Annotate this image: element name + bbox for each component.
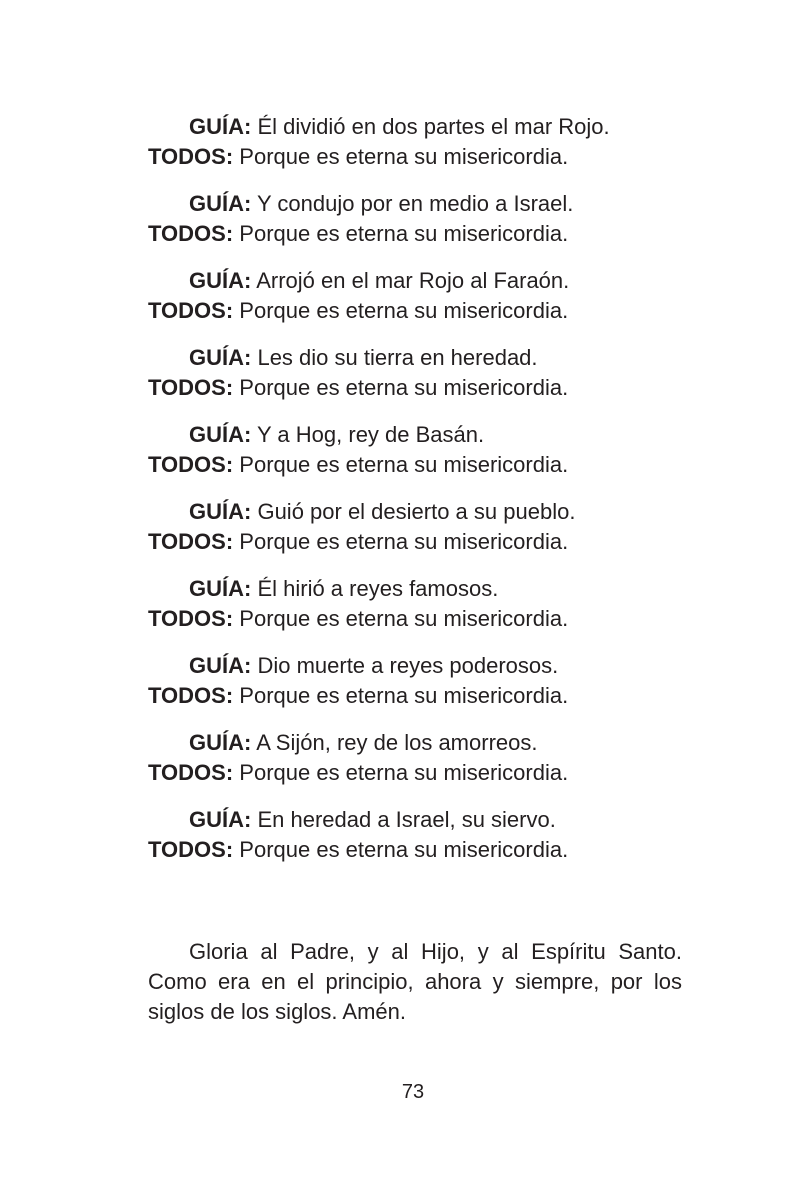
guia-label: GUÍA: [189, 730, 252, 755]
stanza [148, 420, 682, 480]
guia-line [148, 805, 682, 835]
guia-label: GUÍA: [189, 499, 252, 524]
guia-text: Arrojó en el mar Rojo al Faraón. [256, 268, 570, 293]
guia-line [148, 420, 682, 450]
stanza [148, 497, 682, 557]
todos-label: TODOS: [148, 144, 234, 169]
todos-line [148, 604, 682, 634]
todos-text: Porque es eterna su misericordia. [239, 606, 569, 631]
guia-text: Guió por el desierto a su pueblo. [257, 499, 576, 524]
doxology-line-3: siglos de los siglos. Amén. [148, 999, 407, 1024]
responsorial-psalm [148, 112, 682, 882]
todos-text: Porque es eterna su misericordia. [239, 529, 569, 554]
todos-text: Porque es eterna su misericordia. [239, 452, 569, 477]
guia-line [148, 497, 682, 527]
guia-line [148, 728, 682, 758]
todos-text: Porque es eterna su misericordia. [239, 837, 569, 862]
todos-line [148, 681, 682, 711]
guia-label: GUÍA: [189, 268, 252, 293]
page-number: 73 [401, 1081, 425, 1103]
todos-line [148, 219, 682, 249]
todos-line [148, 758, 682, 788]
stanza [148, 189, 682, 249]
guia-text: En heredad a Israel, su siervo. [257, 807, 556, 832]
todos-label: TODOS: [148, 837, 234, 862]
guia-label: GUÍA: [189, 191, 252, 216]
guia-line [148, 266, 682, 296]
todos-label: TODOS: [148, 375, 234, 400]
stanza [148, 728, 682, 788]
stanza [148, 112, 682, 172]
todos-label: TODOS: [148, 606, 234, 631]
guia-line [148, 112, 682, 142]
todos-text: Porque es eterna su misericordia. [239, 375, 569, 400]
guia-label: GUÍA: [189, 807, 252, 832]
todos-label: TODOS: [148, 452, 234, 477]
stanza [148, 266, 682, 326]
todos-text: Porque es eterna su misericordia. [239, 298, 569, 323]
stanza [148, 805, 682, 865]
todos-label: TODOS: [148, 221, 234, 246]
todos-text: Porque es eterna su misericordia. [239, 760, 569, 785]
guia-text: A Sijón, rey de los amorreos. [256, 730, 538, 755]
guia-label: GUÍA: [189, 653, 252, 678]
guia-line [148, 189, 682, 219]
todos-line [148, 296, 682, 326]
guia-label: GUÍA: [189, 114, 252, 139]
guia-label: GUÍA: [189, 576, 252, 601]
todos-label: TODOS: [148, 529, 234, 554]
todos-line [148, 142, 682, 172]
todos-line [148, 450, 682, 480]
guia-line [148, 574, 682, 604]
guia-text: Él dividió en dos partes el mar Rojo. [257, 114, 610, 139]
guia-line [148, 651, 682, 681]
todos-text: Porque es eterna su misericordia. [239, 683, 569, 708]
guia-label: GUÍA: [189, 345, 252, 370]
stanza [148, 651, 682, 711]
todos-line [148, 527, 682, 557]
guia-text: Él hirió a reyes famosos. [257, 576, 499, 601]
todos-text: Porque es eterna su misericordia. [239, 221, 569, 246]
todos-line [148, 373, 682, 403]
guia-label: GUÍA: [189, 422, 252, 447]
gloria-patri-paragraph [148, 937, 682, 1027]
guia-text: Dio muerte a reyes poderosos. [257, 653, 559, 678]
guia-line [148, 343, 682, 373]
guia-text: Y a Hog, rey de Basán. [257, 422, 485, 447]
todos-label: TODOS: [148, 760, 234, 785]
stanza [148, 343, 682, 403]
todos-text: Porque es eterna su misericordia. [239, 144, 569, 169]
guia-text: Y condujo por en medio a Israel. [257, 191, 574, 216]
guia-text: Les dio su tierra en heredad. [257, 345, 538, 370]
doxology-line-1: Gloria al Padre, y al Hijo, y al Espíritu Santo. [189, 939, 682, 964]
todos-label: TODOS: [148, 298, 234, 323]
todos-label: TODOS: [148, 683, 234, 708]
stanza [148, 574, 682, 634]
doxology-line-2: Como era en el principio, ahora y siempre, por los [148, 969, 682, 994]
todos-line [148, 835, 682, 865]
